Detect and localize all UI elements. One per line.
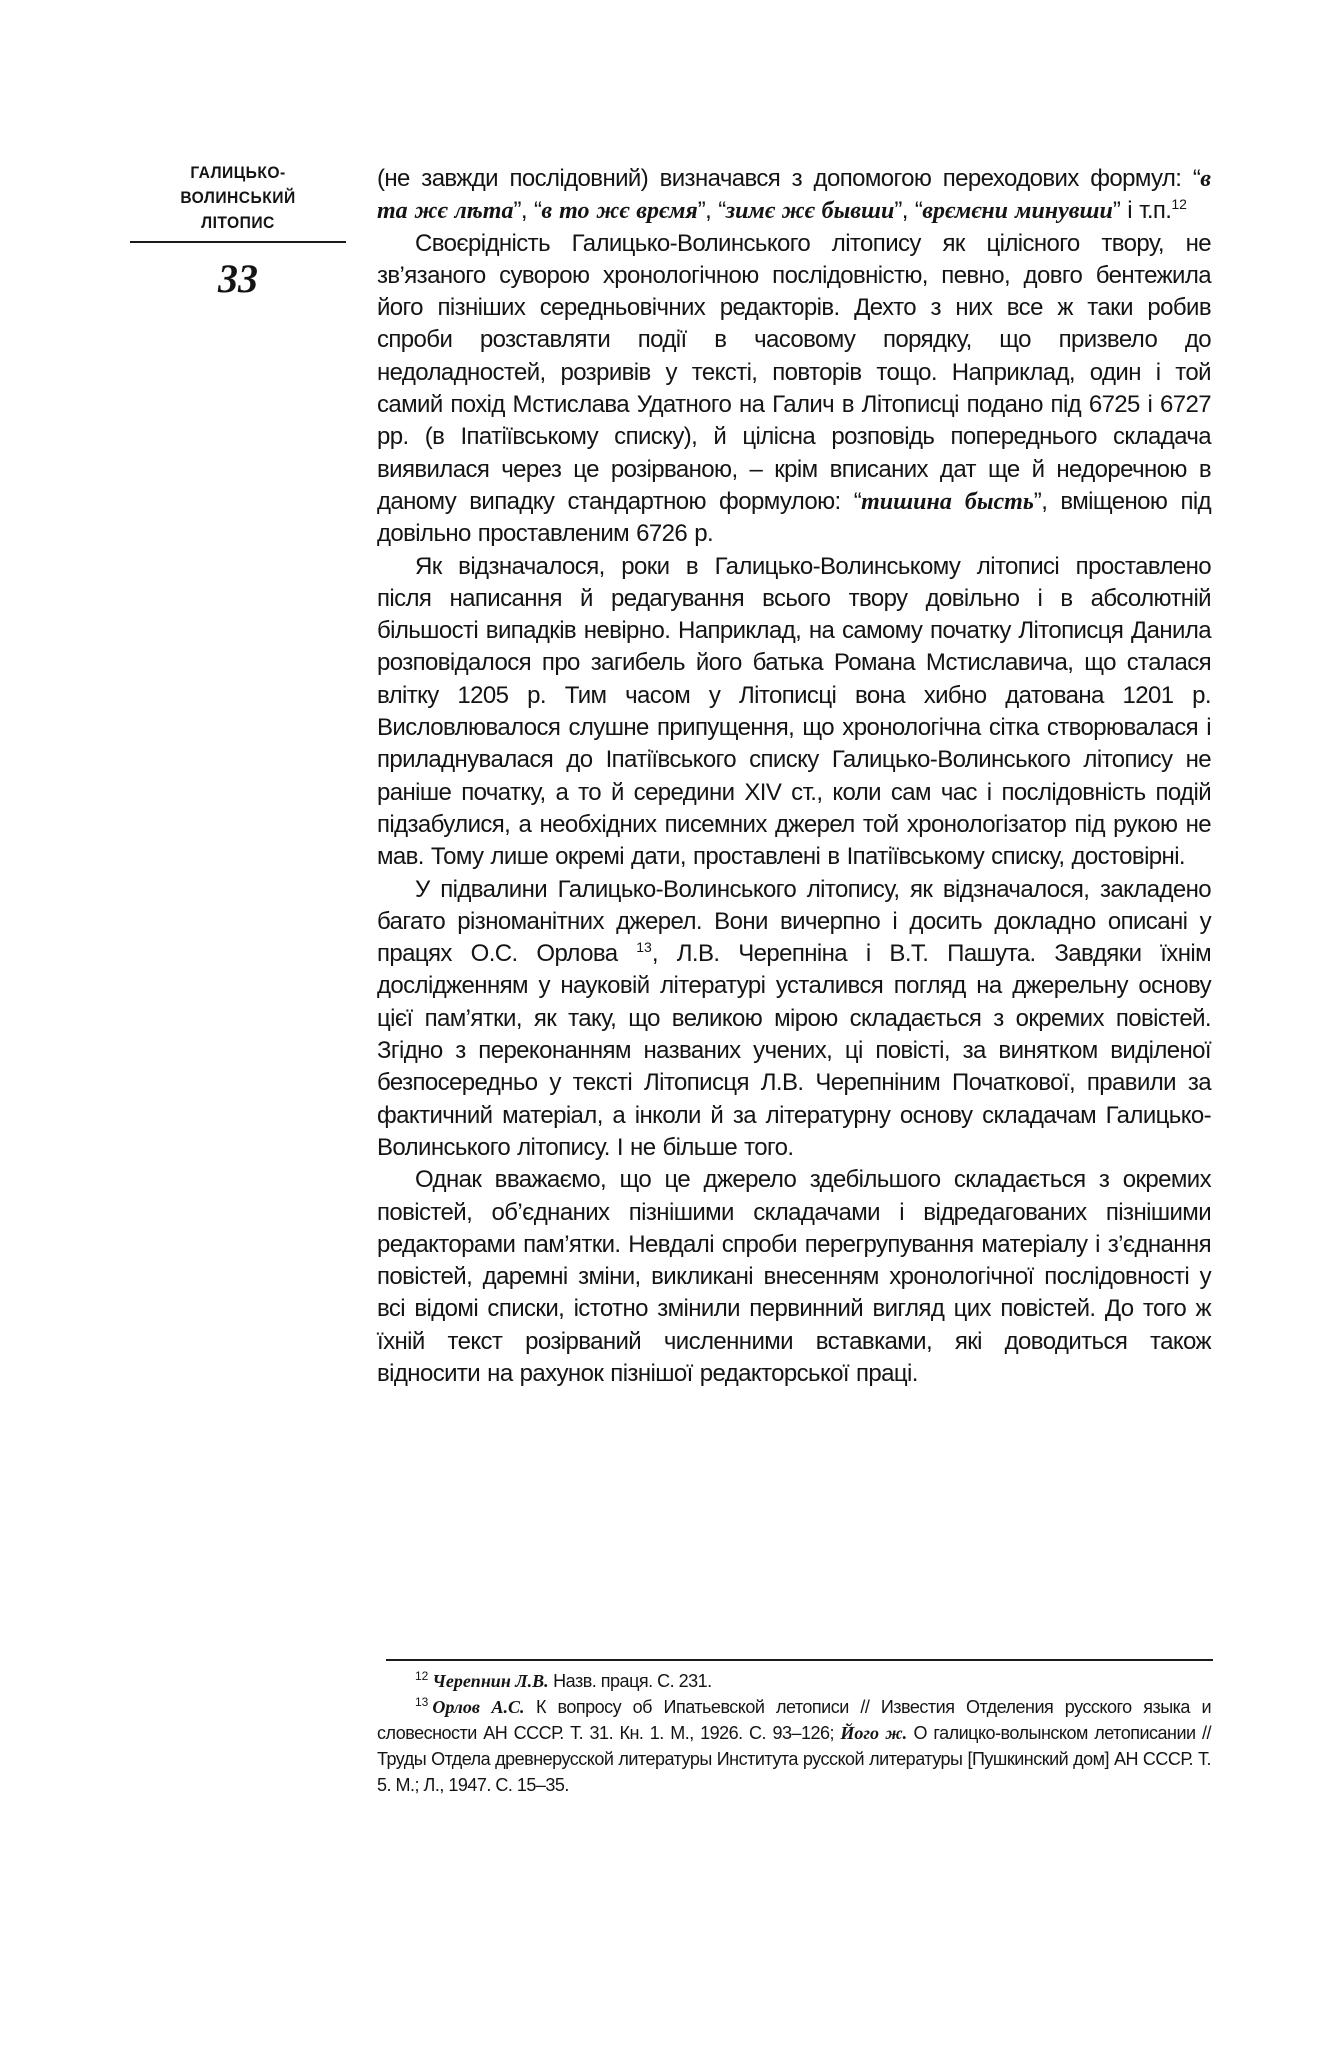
footnotes (377, 1668, 1211, 1798)
paragraph-2: Своєрідність Галицько-Волинського літопису як цілісного твору, не зв’язаного суворою хронологічною послідовністю, певно, довго бентежила його пізніших середньовічних редакторів. Дехто з них все ж таки робив спроби розставляти події в часовому порядку, що призвело до недоладностей, розривів у тексті, повторів тощо. Наприклад, один і той самий похід Мстислава Удатного на Галич в Літописці подано під 6725 і 6727 рр. (в Іпатіївському списку), й цілісна розповідь попереднього складача виявилася через це розірваною, – крім вписаних дат ще й недоречною в даному випадку стандартною формулою: “тишина бысть”, вміщеною під довільно проставленим 6726 р. (377, 229, 1211, 548)
old-slavonic-quote: зимє жє бывши (725, 198, 895, 225)
footnote-ref-13[interactable]: 13 (636, 939, 652, 956)
page-number: 33 (218, 256, 258, 301)
header-divider (130, 241, 346, 243)
running-title-line-3: ЛІТОПИС (201, 213, 275, 232)
paragraph-4: У підвалини Галицько-Волинського літопису, як відзначалося, закладено багато різноманітних джерел. Вони вичерпно і досить докладно описані у працях О.С. Орлова $^{13}$, Л.В. Черепніна і В.Т. Пашута. Завдяки їхнім дослідженням у науковій літературі усталився погляд на джерельну основу цієї пам’ятки, як таку, що великою мірою складається з окремих повістей. Згідно з переконанням названих учених, ці повісті, за винятком виділеної безпосередньо у тексті Літописця Л.В. Черепніним Початкової, правили за фактичний матеріал, а інколи й за літературну основу складачам Галицько-Волинського літопису. І не більше того. (377, 875, 1211, 1161)
footnote-12: $^{12}$ Черепнин Л.В. Назв. праця. С. 231. (415, 1669, 712, 1691)
running-title-line-1: ГАЛИЦЬКО- (190, 163, 286, 182)
footnote-ibid: Його ж. (840, 1723, 908, 1743)
old-slavonic-quote: тишина бысть (861, 488, 1034, 515)
paragraph-3: Як відзначалося, роки в Галицько-Волинському літописі проставлено після написання й редагування всього твору довільно і в абсолютній більшості випадків невірно. Наприклад, на самому початку Літописця Данила розповідалося про загибель його батька Романа Мстиславича, що сталася влітку 1205 р. Тим часом у Літописці вона хибно датована 1201 р. Висловлювалося слушне припущення, що хронологічна сітка створювалася і приладнувалася до Іпатіївського списку Галицько-Волинського літопису не раніше початку, а то й середини XIV ст., коли сам час і послідовність подій підзабулися, а необхідних писемних джерел той хронологізатор під рукою не мав. Тому лише окремі дати, проставлені в Іпатіївському списку, достовірні. (377, 552, 1211, 871)
old-slavonic-quote: в та жє лѣта (377, 166, 1211, 225)
running-title (139, 160, 338, 235)
footnote-author: Черепнин Л.В. (432, 1671, 549, 1691)
footnote-divider (386, 1659, 1213, 1661)
footnote-13: $^{13}$ Орлов А.С. К вопросу об Ипатьевской летописи // Известия Отделения русского языка и словесности АН СССР. Т. 31. Кн. 1. М., 1926. С. 93–126; Його ж. О галицко-волынском летописании // Труды Отдела древнерусской литературы Института русской литературы [Пушкинский дом] АН СССР. Т. 5. М.; Л., 1947. С. 15–35. (377, 1695, 1211, 1795)
paragraph-1: (не завжди послідовний) визначався з допомогою переходових формул: “в та жє лѣта”, “в то жє врємя”, “зимє жє бывши”, “врємєни минувши” і т.п.$^{12}$ (377, 165, 1211, 225)
footnote-number: 12 (415, 1669, 429, 1683)
footnote-ref-12[interactable]: 12 (1171, 196, 1187, 213)
footnote-number: 13 (415, 1695, 429, 1709)
running-header (130, 160, 346, 301)
old-slavonic-quote: врємєни минувши (922, 198, 1113, 225)
running-title-line-2: ВОЛИНСЬКИЙ (180, 188, 296, 207)
body-text (377, 163, 1211, 1390)
footnote-author: Орлов А.С. (432, 1697, 525, 1717)
old-slavonic-quote: в то жє врємя (541, 198, 698, 225)
paragraph-5: Однак вважаємо, що це джерело здебільшого складається з окремих повістей, об’єднаних пізнішими складачами і відредагованих пізнішими редакторами пам’ятки. Невдалі спроби перегрупування матеріалу і з’єднання повістей, даремні зміни, викликані внесенням хронологічної послідовності у всі відомі списки, істотно змінили первинний вигляд цих повістей. До того ж їхній текст розірваний численними вставками, які доводиться також відносити на рахунок пізнішої редакторської праці. (377, 1166, 1211, 1387)
